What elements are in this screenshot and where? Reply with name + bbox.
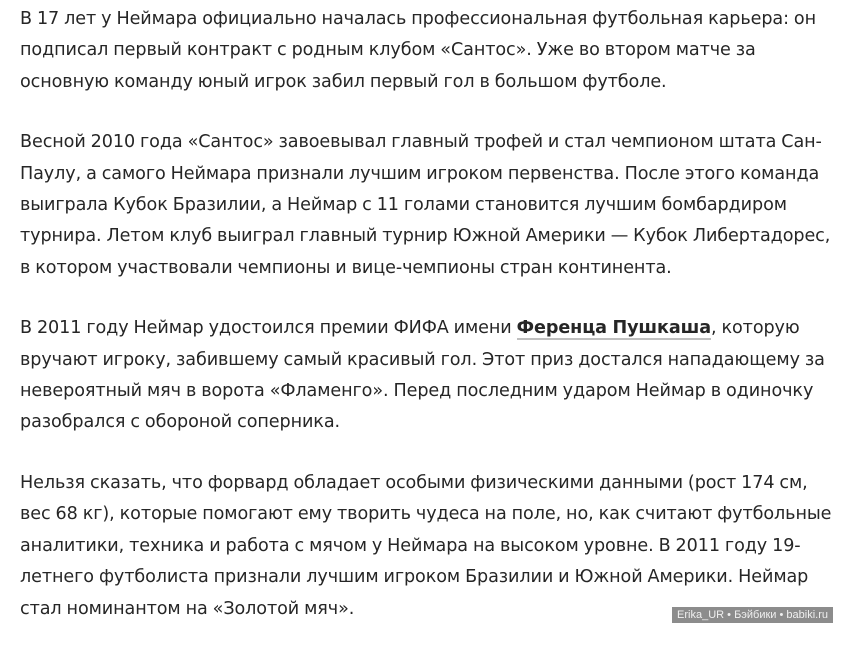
article-body (20, 4, 832, 654)
paragraph-text: , которую вручают игроку, забившему самый красивый гол. Этот приз достался нападающему за невероятный мяч в ворота «Фламенго». Перед последним ударом Неймар в одиночку разобрался с обороной соперника. (20, 318, 825, 433)
paragraph-santos-2010: Весной 2010 года «Сантос» завоевывал главный трофей и стал чемпионом штата Сан-Паулу, а самого Неймара признали лучшим игроком первенства. После этого команда выиграла Кубок Бразилии, а Неймар с 11 голами становится лучшим бомбардиром турнира. Летом клуб выиграл главный турнир Южной Америки — Кубок Либертадорес, в котором участвовали чемпионы и вице-чемпионы стран континента. (20, 132, 831, 278)
paragraph-puskas-award (20, 313, 832, 439)
paragraph-physical-data: Нельзя сказать, что форвард обладает особыми физическими данными (рост 174 см, вес 68 кг), которые помогают ему творить чудеса на поле, но, как считают футбольные аналитики, техника и работа с мячом у Неймара на высоком уровне. В 2011 году 19-летнего футболиста признали лучшим игроком Бразилии и Южной Америки. Неймар стал номинантом на «Золотой мяч». (20, 472, 832, 619)
paragraph-text: В 2011 году Неймар удостоился премии ФИФА имени (20, 318, 517, 339)
paragraph-career-start: В 17 лет у Неймара официально началась профессиональная футбольная карьера: он подписал первый контракт с родным клубом «Сантос». Уже во втором матче за основную команду юный игрок забил первый гол в большом футболе. (20, 9, 816, 92)
puskas-link[interactable]: Ференца Пушкаша (516, 318, 711, 339)
watermark: Erika_UR • Бэйбики • babiki.ru (672, 607, 833, 623)
